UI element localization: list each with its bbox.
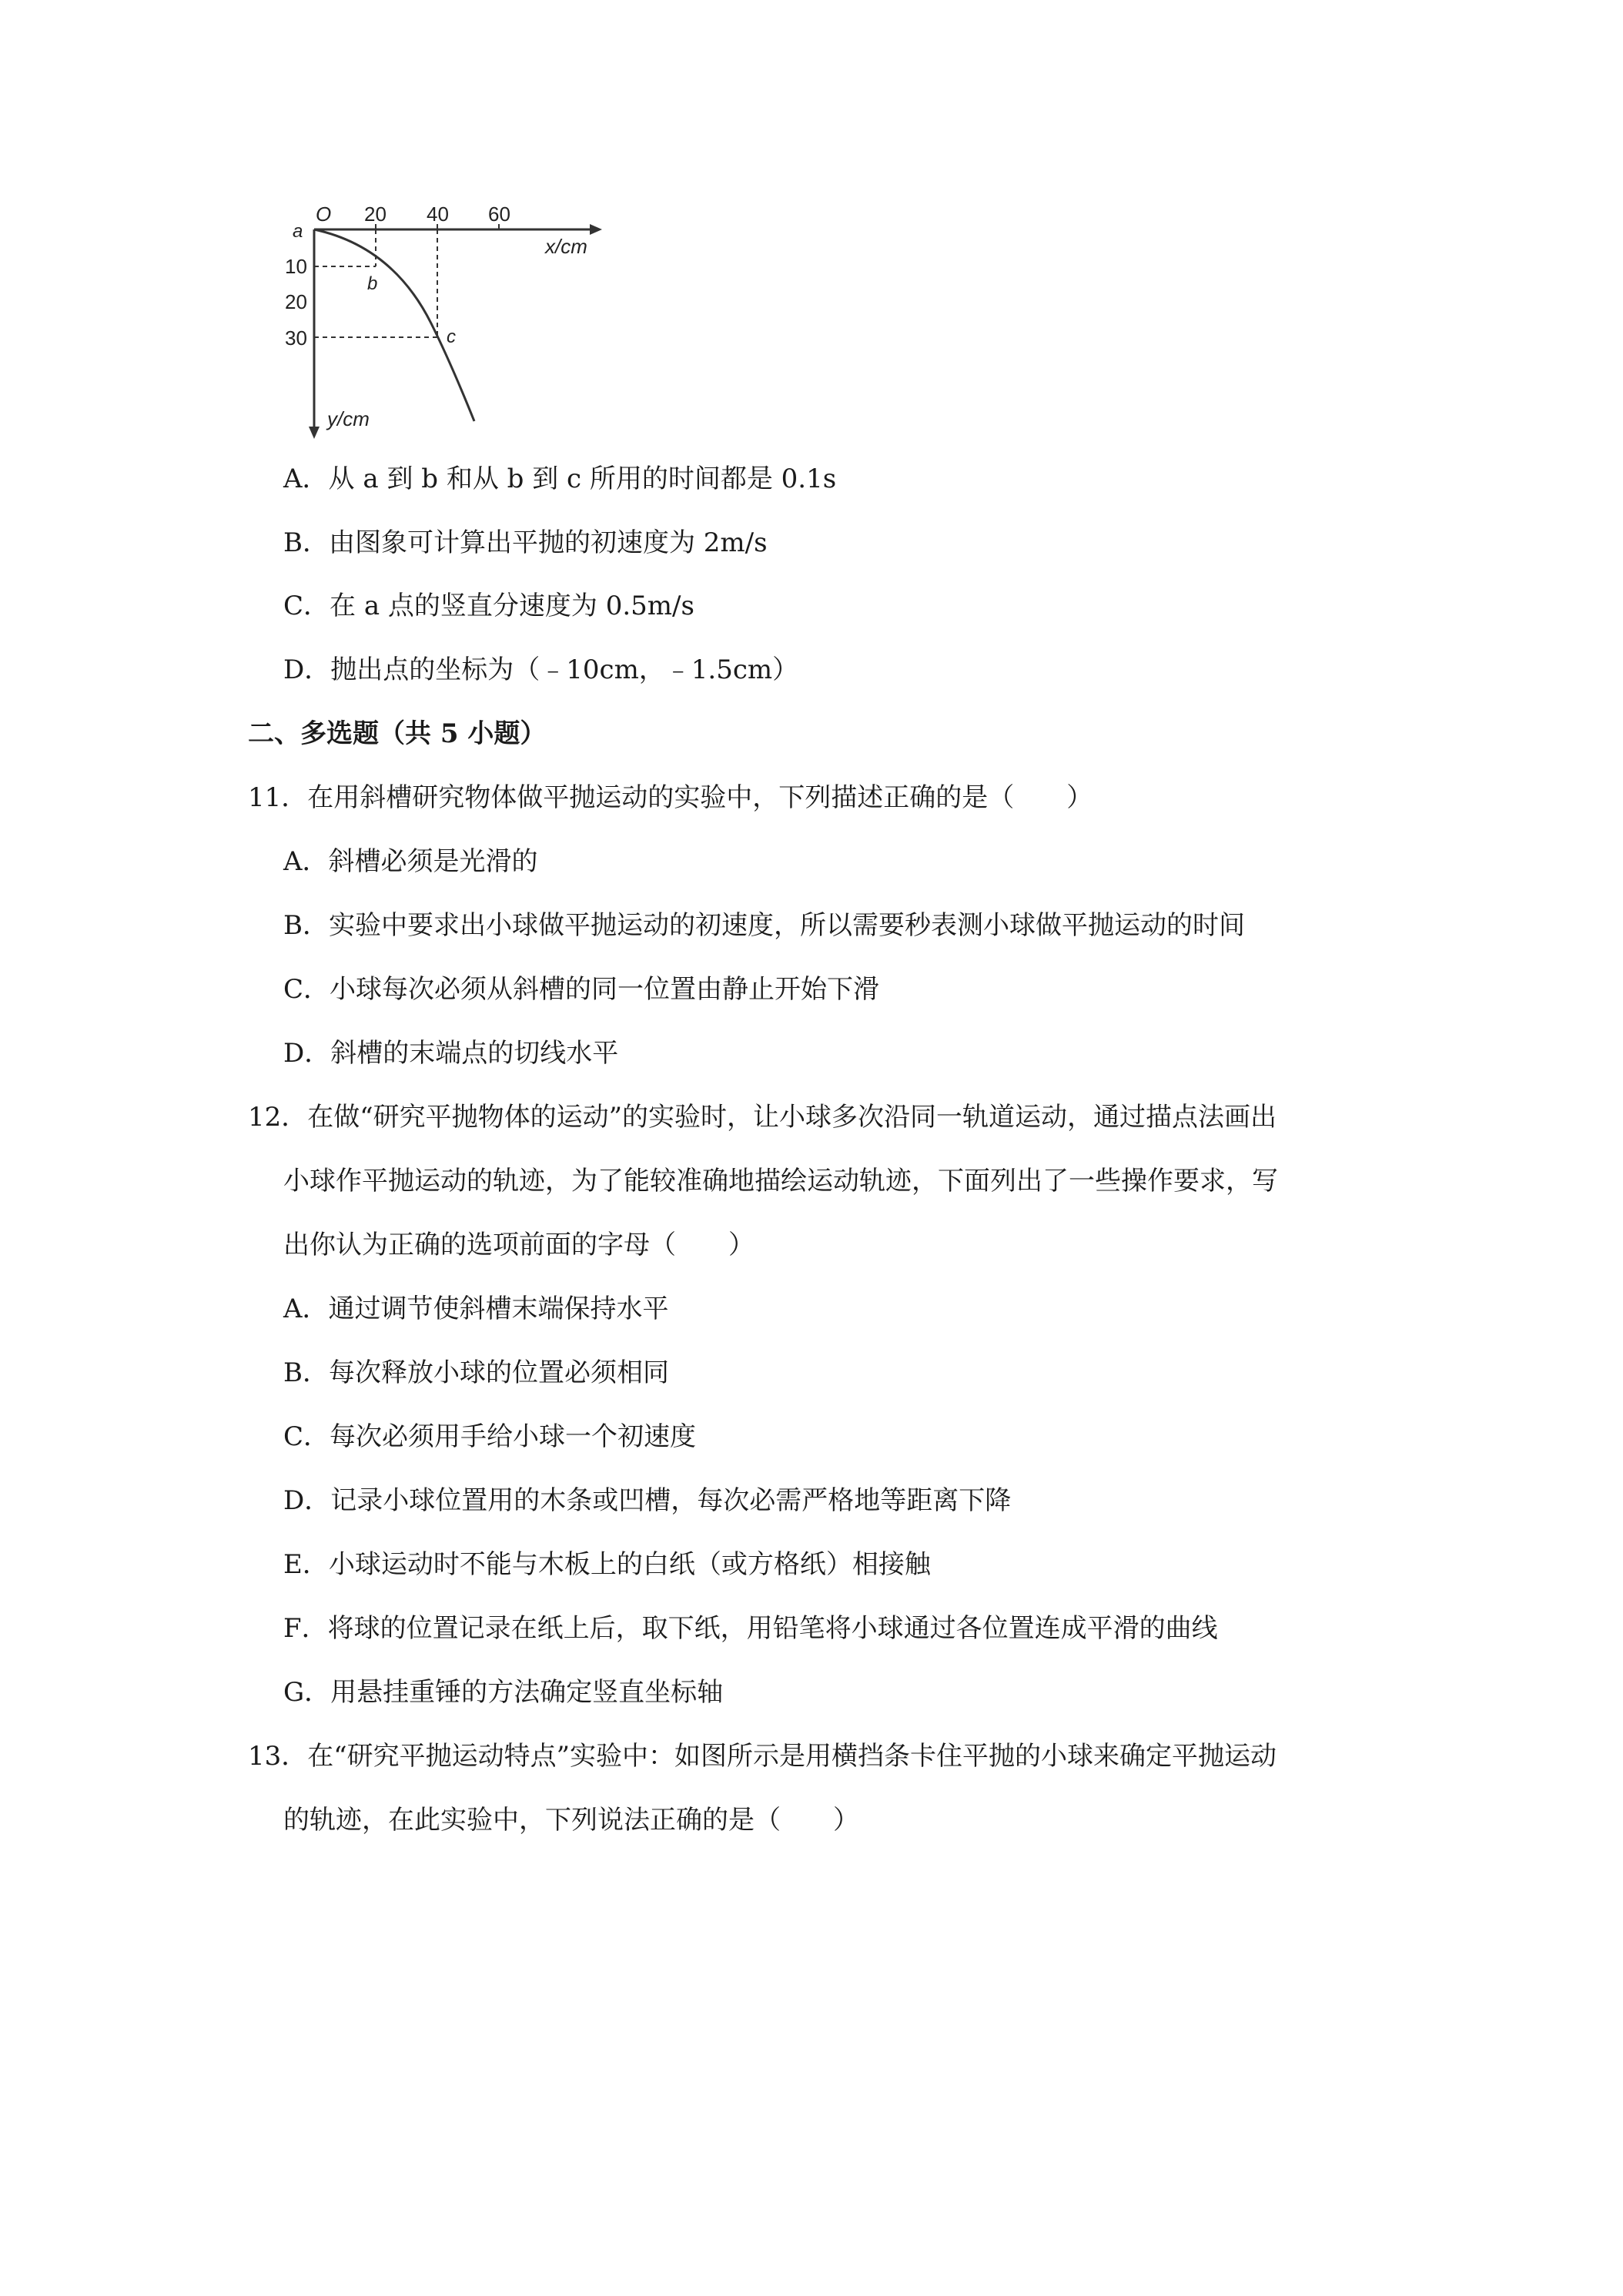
q12-option-g: G．用悬挂重锤的方法确定竖直坐标轴: [283, 1677, 724, 1708]
q12-stem-line-2: 小球作平抛运动的轨迹，为了能较准确地描绘运动轨迹，下面列出了一些操作要求，写: [283, 1166, 1278, 1197]
y-axis-arrow: [309, 427, 320, 439]
q12-option-a: A．通过调节使斜槽末端保持水平: [283, 1294, 669, 1324]
x-tick-label-60: 60: [488, 202, 510, 226]
q13-stem-line-2: 的轨迹，在此实验中，下列说法正确的是（ ）: [283, 1805, 859, 1836]
section-title: 二、多选题（共 5 小题）: [248, 718, 547, 749]
q12-option-b: B．每次释放小球的位置必须相同: [283, 1357, 669, 1388]
point-b-label: b: [367, 273, 378, 294]
point-c-label: c: [447, 326, 456, 347]
trajectory-figure: [285, 196, 616, 443]
q12-option-e: E．小球运动时不能与木板上的白纸（或方格纸）相接触: [283, 1549, 931, 1580]
trajectory-curve: [314, 229, 474, 421]
q11-option-b: B．实验中要求出小球做平抛运动的初速度，所以需要秒表测小球做平抛运动的时间: [283, 910, 1245, 941]
q12-option-f: F．将球的位置记录在纸上后，取下纸，用铅笔将小球通过各位置连成平滑的曲线: [283, 1613, 1218, 1644]
y-tick-label-10: 10: [285, 255, 307, 278]
y-tick-label-20: 20: [285, 290, 307, 313]
x-axis-arrow: [590, 224, 602, 235]
q10-option-b: B．由图象可计算出平抛的初速度为 2m/s: [283, 527, 768, 558]
x-axis-label: x/cm: [545, 235, 587, 258]
q12-option-c: C．每次必须用手给小球一个初速度: [283, 1421, 697, 1452]
q11-option-c: C．小球每次必须从斜槽的同一位置由静止开始下滑: [283, 974, 880, 1005]
x-tick-label-40: 40: [427, 202, 449, 226]
q12-stem-line-1: 12．在做“研究平抛物体的运动”的实验时，让小球多次沿同一轨道运动，通过描点法画出: [248, 1102, 1277, 1133]
q10-option-c: C．在 a 点的竖直分速度为 0.5m/s: [283, 591, 694, 621]
q10-option-d: D．抛出点的坐标为（﹣10cm，﹣1.5cm）: [283, 654, 799, 685]
q11-stem: 11．在用斜槽研究物体做平抛运动的实验中，下列描述正确的是（ ）: [248, 782, 1093, 813]
q12-option-d: D．记录小球位置用的木条或凹槽，每次必需严格地等距离下降: [283, 1485, 1012, 1516]
origin-label: O: [316, 202, 332, 226]
x-tick-label-20: 20: [364, 202, 387, 226]
q10-option-a: A．从 a 到 b 和从 b 到 c 所用的时间都是 0.1s: [283, 464, 837, 494]
trajectory-graph: [285, 196, 616, 443]
q11-option-d: D．斜槽的末端点的切线水平: [283, 1038, 619, 1069]
point-a-label: a: [293, 221, 303, 242]
y-tick-label-30: 30: [285, 326, 307, 350]
y-axis-label: y/cm: [327, 407, 370, 430]
q13-stem-line-1: 13．在“研究平抛运动特点”实验中：如图所示是用横挡条卡住平抛的小球来确定平抛运动: [248, 1741, 1277, 1772]
q11-option-a: A．斜槽必须是光滑的: [283, 846, 538, 877]
q12-stem-line-3: 出你认为正确的选项前面的字母（ ）: [283, 1230, 755, 1260]
